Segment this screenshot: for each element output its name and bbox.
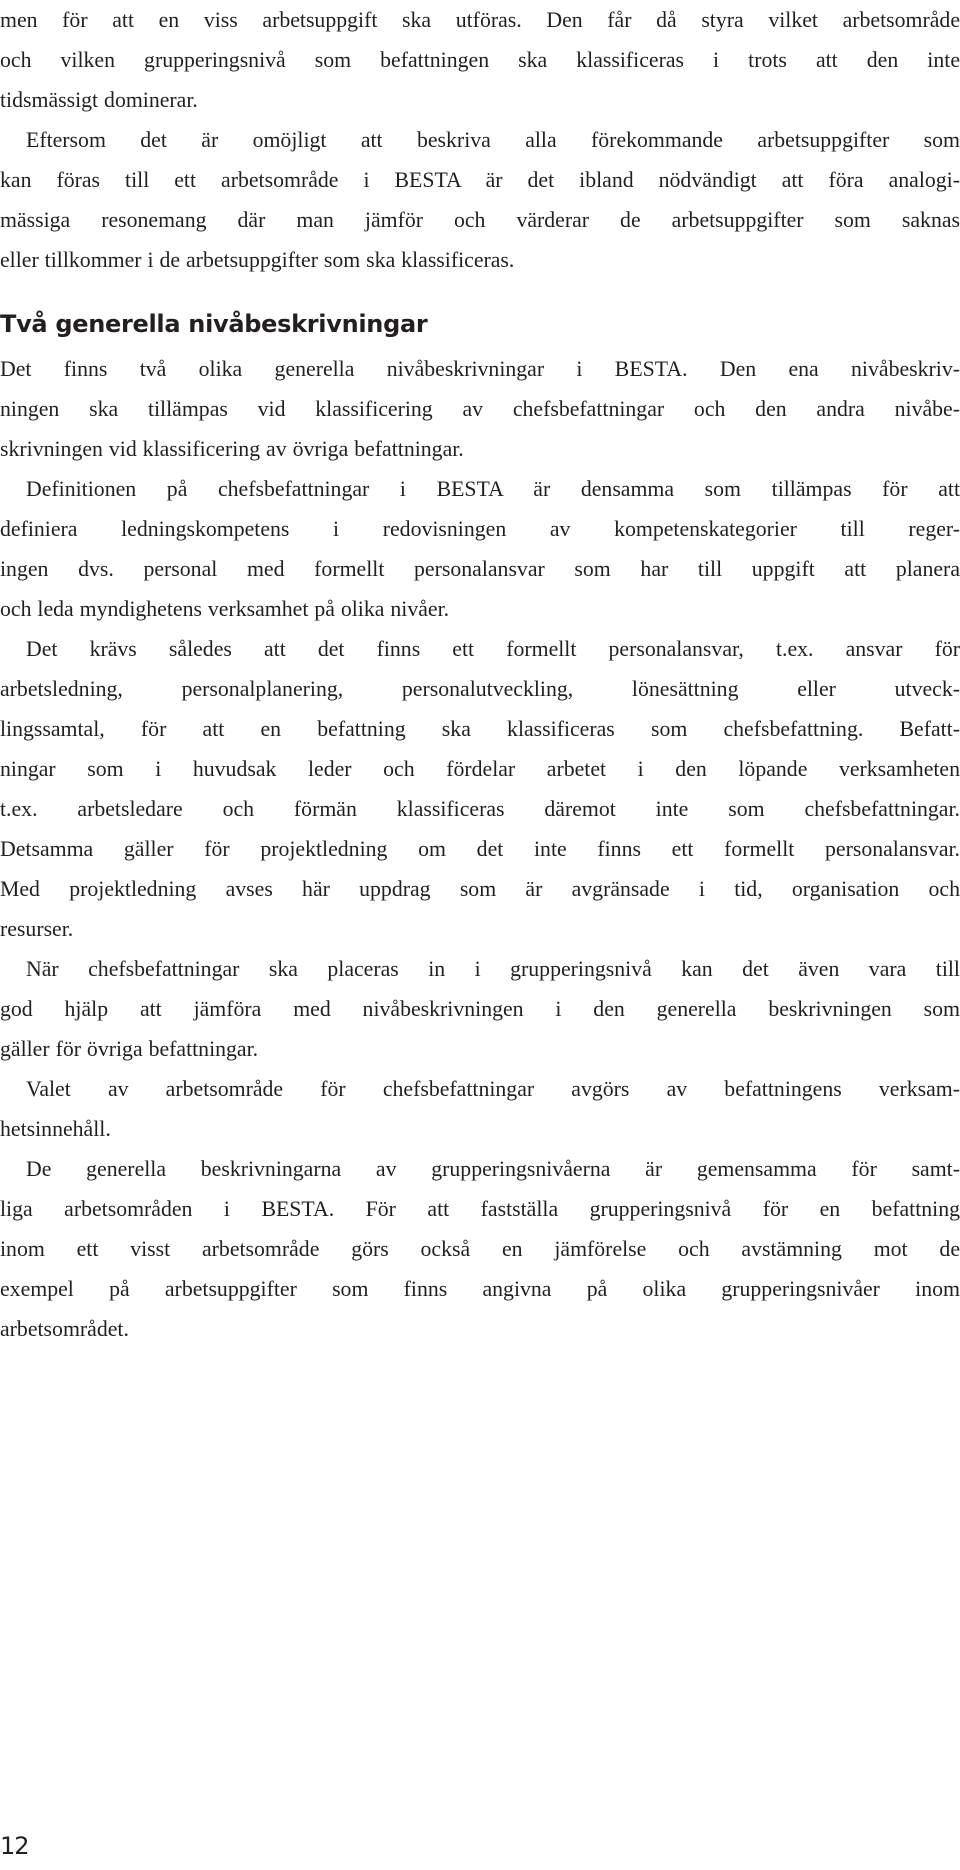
- text-line: Det finns två olika generella nivåbeskrivningar i BESTA. Den ena nivåbeskriv-: [0, 357, 960, 381]
- text-line: kan föras till ett arbetsområde i BESTA är det ibland nödvändigt att föra analogi-: [0, 168, 960, 192]
- text-line: skrivningen vid klassificering av övriga befattningar.: [0, 437, 464, 461]
- text-line: exempel på arbetsuppgifter som finns angivna på olika grupperingsnivåer inom: [0, 1277, 960, 1301]
- text-line: Eftersom det är omöjligt att beskriva alla förekommande arbetsuppgifter som: [26, 128, 960, 152]
- text-line: men för att en viss arbetsuppgift ska utföras. Den får då styra vilket arbetsområde: [0, 8, 960, 32]
- text-line: Detsamma gäller för projektledning om det inte finns ett formellt personalansvar.: [0, 837, 960, 861]
- text-line: De generella beskrivningarna av grupperingsnivåerna är gemensamma för samt-: [26, 1157, 960, 1181]
- paragraph-continued: [0, 0, 960, 120]
- text-line: och vilken grupperingsnivå som befattningen ska klassificeras i trots att den inte: [0, 48, 960, 72]
- text-line: liga arbetsområden i BESTA. För att fastställa grupperingsnivå för en befattning: [0, 1197, 960, 1221]
- section-heading: Två generella nivåbeskrivningar: [0, 310, 428, 338]
- text-line: inom ett visst arbetsområde görs också en jämförelse och avstämning mot de: [0, 1237, 960, 1261]
- text-line: eller tillkommer i de arbetsuppgifter som ska klassificeras.: [0, 248, 515, 272]
- text-line: resurser.: [0, 917, 74, 941]
- text-line: Valet av arbetsområde för chefsbefattningar avgörs av befattningens verksam-: [26, 1077, 960, 1101]
- paragraph: [0, 1069, 960, 1149]
- top-text-block: [0, 0, 960, 280]
- paragraph: [0, 1149, 960, 1349]
- paragraph: [0, 120, 960, 280]
- text-line: ningar som i huvudsak leder och fördelar arbetet i den löpande verksamheten: [0, 757, 960, 781]
- text-line: ningen ska tillämpas vid klassificering av chefsbefattningar och den andra nivåbe-: [0, 397, 960, 421]
- text-line: När chefsbefattningar ska placeras in i grupperingsnivå kan det även vara till: [26, 957, 960, 981]
- text-line: och leda myndighetens verksamhet på olika nivåer.: [0, 597, 450, 621]
- text-line: arbetsområdet.: [0, 1317, 129, 1341]
- text-line: t.ex. arbetsledare och förmän klassificeras däremot inte som chefsbefattningar.: [0, 797, 960, 821]
- text-line: gäller för övriga befattningar.: [0, 1037, 259, 1061]
- text-line: Definitionen på chefsbefattningar i BESTA är densamma som tillämpas för att: [26, 477, 960, 501]
- paragraph: [0, 469, 960, 629]
- paragraph: [0, 949, 960, 1069]
- main-text-block: [0, 349, 960, 1349]
- page-number: 12: [0, 1832, 29, 1860]
- text-line: god hjälp att jämföra med nivåbeskrivningen i den generella beskrivningen som: [0, 997, 960, 1021]
- text-line: lingssamtal, för att en befattning ska klassificeras som chefsbefattning. Befatt-: [0, 717, 960, 741]
- text-line: ingen dvs. personal med formellt personalansvar som har till uppgift att planera: [0, 557, 960, 581]
- text-line: mässiga resonemang där man jämför och värderar de arbetsuppgifter som saknas: [0, 208, 960, 232]
- text-line: arbetsledning, personalplanering, personalutveckling, lönesättning eller utveck-: [0, 677, 960, 701]
- text-line: hetsinnehåll.: [0, 1117, 111, 1141]
- paragraph: [0, 629, 960, 949]
- text-line: Det krävs således att det finns ett formellt personalansvar, t.ex. ansvar för: [26, 637, 960, 661]
- text-line: definiera ledningskompetens i redovisningen av kompetenskategorier till reger-: [0, 517, 960, 541]
- paragraph: [0, 349, 960, 469]
- text-line: tidsmässigt dominerar.: [0, 88, 198, 112]
- text-line: Med projektledning avses här uppdrag som är avgränsade i tid, organisation och: [0, 877, 960, 901]
